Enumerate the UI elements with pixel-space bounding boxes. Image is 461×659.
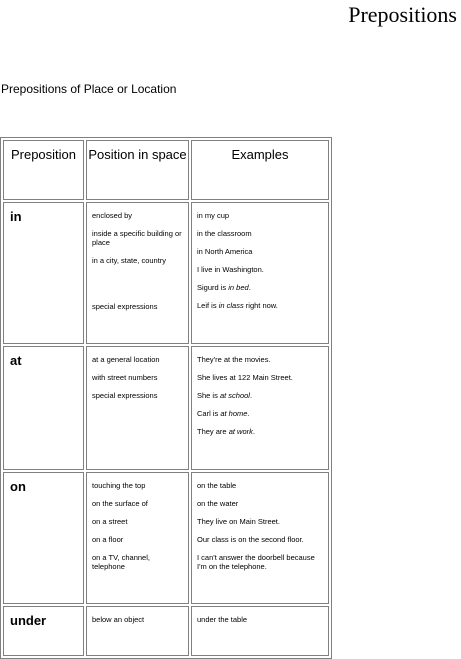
position-cell bbox=[86, 346, 189, 470]
example-text: They are at work. bbox=[197, 427, 255, 436]
column-header-examples: Examples bbox=[191, 140, 329, 200]
examples-cell bbox=[191, 472, 329, 604]
section-subtitle: Prepositions of Place or Location bbox=[1, 82, 177, 96]
example-text: under the table bbox=[197, 615, 248, 624]
examples-cell bbox=[191, 202, 329, 344]
example-text: They're at the movies. bbox=[197, 355, 271, 364]
position-text: in a city, state, country bbox=[92, 256, 167, 265]
position-text: on the surface of bbox=[92, 499, 148, 508]
example-text: She lives at 122 Main Street. bbox=[197, 373, 293, 382]
position-cell bbox=[86, 202, 189, 344]
example-text: in my cup bbox=[197, 211, 230, 220]
position-text: on a TV, channel, telephone bbox=[92, 553, 150, 571]
example-text: Sigurd is in bed. bbox=[197, 283, 251, 292]
position-text: at a general location bbox=[92, 355, 160, 364]
example-text: I live in Washington. bbox=[197, 265, 264, 274]
position-cell bbox=[86, 472, 189, 604]
example-text: on the table bbox=[197, 481, 237, 490]
example-text: She is at school. bbox=[197, 391, 253, 400]
preposition-word: at bbox=[3, 346, 84, 470]
prepositions-table bbox=[0, 137, 332, 659]
preposition-word: in bbox=[3, 202, 84, 344]
position-text: touching the top bbox=[92, 481, 146, 490]
position-text: on a street bbox=[92, 517, 128, 526]
example-text: They live on Main Street. bbox=[197, 517, 280, 526]
column-header-preposition: Preposition bbox=[3, 140, 84, 200]
example-text: Leif is in class right now. bbox=[197, 301, 278, 310]
position-text: special expressions bbox=[92, 391, 158, 400]
position-cell bbox=[86, 606, 189, 656]
position-text: inside a specific building or place bbox=[92, 229, 182, 247]
position-text: enclosed by bbox=[92, 211, 133, 220]
position-text: special expressions bbox=[92, 302, 158, 311]
table-row-at bbox=[3, 346, 329, 470]
page-title: Prepositions bbox=[348, 2, 457, 27]
position-text: with street numbers bbox=[92, 373, 158, 382]
examples-cell bbox=[191, 346, 329, 470]
position-text: below an object bbox=[92, 615, 145, 624]
examples-cell bbox=[191, 606, 329, 656]
example-text: Our class is on the second floor. bbox=[197, 535, 304, 544]
preposition-word: on bbox=[3, 472, 84, 604]
example-text: Carl is at home. bbox=[197, 409, 250, 418]
preposition-word: under bbox=[3, 606, 84, 656]
example-text: I can't answer the doorbell because I'm on the telephone. bbox=[197, 553, 315, 571]
table-row-under bbox=[3, 606, 329, 656]
example-text: on the water bbox=[197, 499, 239, 508]
example-text: in North America bbox=[197, 247, 253, 256]
position-text: on a floor bbox=[92, 535, 124, 544]
table-header-row bbox=[3, 140, 329, 200]
table-row-on bbox=[3, 472, 329, 604]
column-header-position: Position in space bbox=[86, 140, 189, 200]
example-text: in the classroom bbox=[197, 229, 252, 238]
table-row-in bbox=[3, 202, 329, 344]
